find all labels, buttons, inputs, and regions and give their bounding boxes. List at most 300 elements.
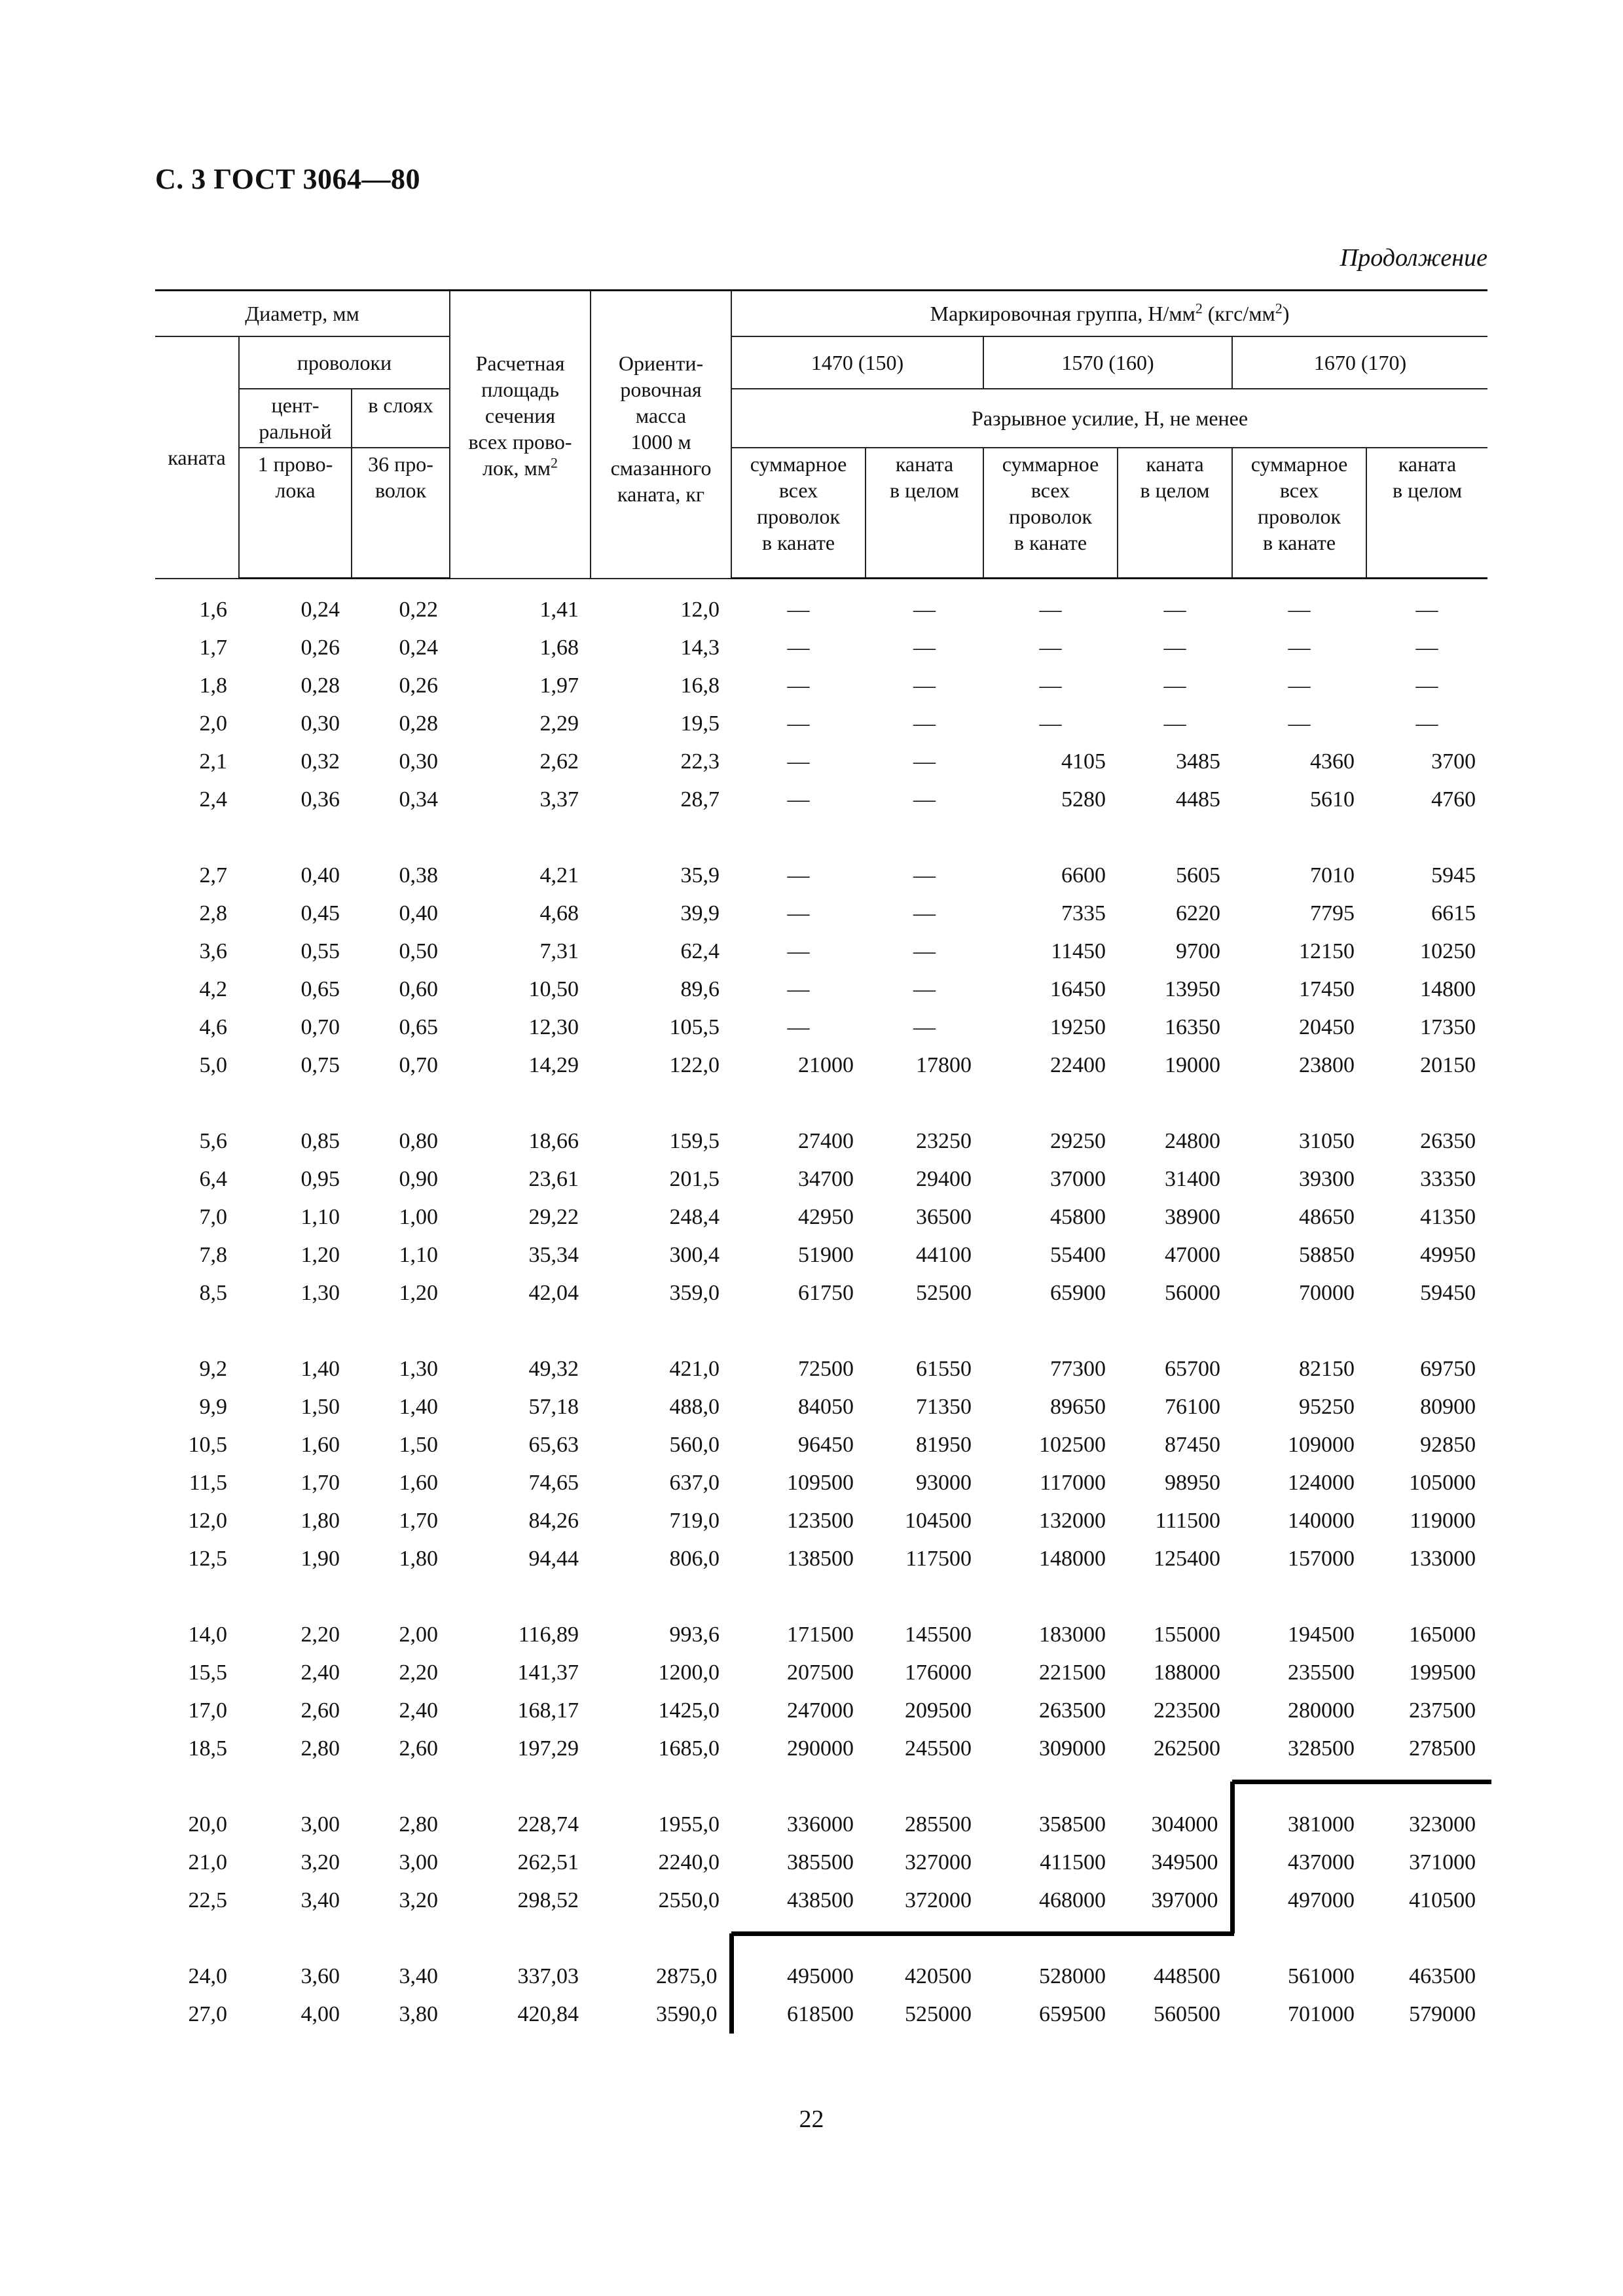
table-cell: —: [1415, 673, 1438, 698]
table-cell: 17,0: [188, 1698, 227, 1723]
table-cell: 145500: [905, 1623, 972, 1647]
table-cell: —: [913, 749, 936, 774]
group-spacer-cell: [155, 1312, 1487, 1350]
header-sum-line3: проволок: [1257, 504, 1341, 528]
table-cell: 44100: [916, 1243, 972, 1267]
table-cell: 1,50: [301, 1395, 340, 1419]
table-cell: 23,61: [528, 1167, 579, 1191]
table-cell: 410500: [1409, 1888, 1476, 1912]
table-cell: —: [913, 977, 936, 1001]
table-cell: 0,50: [399, 939, 439, 963]
table-cell: —: [787, 711, 810, 736]
table-cell: 29400: [916, 1167, 972, 1191]
header-area-line1: Расчетная: [475, 351, 565, 375]
table-cell: 1,90: [301, 1547, 340, 1571]
table-cell: 89650: [1050, 1395, 1106, 1419]
table-cell: 1,30: [301, 1281, 340, 1305]
table-cell: 1,41: [539, 597, 579, 622]
table-cell: 84,26: [528, 1509, 579, 1533]
table-cell: 336000: [787, 1812, 854, 1837]
table-cell: 2875,0: [656, 1964, 718, 1988]
table-cell: 157000: [1288, 1547, 1355, 1571]
header-whole-1570: [1118, 448, 1232, 579]
table-row: [155, 629, 1487, 667]
table-cell: 7,0: [199, 1205, 227, 1229]
table-cell: 385500: [787, 1850, 854, 1874]
table-row: [155, 1047, 1487, 1085]
table-row: [155, 1350, 1487, 1388]
table-cell: 309000: [1039, 1736, 1106, 1761]
table-cell: 262,51: [517, 1850, 579, 1874]
header-sum-line1: суммарное: [1250, 452, 1348, 476]
table-cell: 5280: [1061, 787, 1106, 812]
table-cell: 300,4: [669, 1243, 720, 1267]
table-cell: 12,0: [680, 597, 720, 622]
table-cell: 0,75: [301, 1053, 340, 1077]
table-cell: —: [1039, 636, 1062, 660]
table-cell: —: [787, 939, 810, 963]
table-cell: 133000: [1409, 1547, 1476, 1571]
table-row: [155, 1996, 1487, 2034]
table-cell: 2,4: [199, 787, 227, 812]
table-cell: 15,5: [188, 1660, 227, 1685]
table-cell: 0,24: [301, 598, 340, 622]
table-cell: —: [1415, 711, 1438, 736]
header-group-1570: 1570 (160): [983, 336, 1232, 389]
table-cell: 561000: [1288, 1964, 1355, 1988]
table-cell: —: [913, 673, 936, 698]
table-cell: 1,68: [539, 636, 579, 660]
table-cell: 22,3: [680, 749, 720, 774]
table-cell: 194500: [1288, 1623, 1355, 1647]
table-cell: 23800: [1299, 1053, 1355, 1077]
table-cell: 7010: [1310, 863, 1355, 888]
group-spacer: [155, 819, 1487, 857]
table-row: [155, 667, 1487, 705]
table-cell: 29250: [1050, 1129, 1106, 1153]
table-cell: 35,34: [528, 1243, 579, 1267]
table-cell: 327000: [905, 1850, 972, 1874]
table-cell: 0,65: [301, 977, 340, 1001]
table-cell: 0,70: [399, 1053, 439, 1077]
table-cell: 2,7: [199, 863, 227, 888]
table-cell: 1,20: [301, 1243, 340, 1267]
header-sum-line1: суммарное: [750, 452, 847, 476]
limit-line-lower: [731, 1931, 1234, 1936]
table-cell: —: [1288, 598, 1311, 622]
header-mass-line3: масса: [635, 404, 687, 427]
table-cell: 89,6: [680, 977, 720, 1001]
table-cell: —: [1163, 711, 1186, 736]
table-cell: 3,20: [301, 1850, 340, 1874]
table-cell: 1,6: [199, 597, 227, 622]
table-cell: 77300: [1050, 1357, 1106, 1381]
table-cell: 3,00: [301, 1812, 340, 1837]
table-cell: 4105: [1061, 749, 1106, 774]
header-sum-line3: проволок: [1008, 504, 1093, 528]
table-cell: 33350: [1420, 1167, 1476, 1191]
table-cell: 4,00: [301, 2002, 340, 2026]
table-cell: 22400: [1050, 1053, 1106, 1077]
table-cell: 124000: [1288, 1471, 1355, 1495]
group-spacer: [155, 1920, 1487, 1958]
table-cell: —: [913, 598, 936, 622]
table-cell: 7795: [1310, 901, 1355, 925]
table-row: [155, 1122, 1487, 1160]
table-cell: 2,20: [301, 1623, 340, 1647]
table-cell: —: [1039, 598, 1062, 622]
table-cell: 9,9: [199, 1395, 227, 1419]
table-cell: 3,60: [301, 1964, 340, 1988]
table-cell: 10250: [1420, 939, 1476, 963]
limit-line-upper-left: [1230, 1782, 1235, 1806]
header-marking-group-c: ): [1282, 301, 1290, 325]
table-cell: 69750: [1420, 1357, 1476, 1381]
table-cell: 0,30: [301, 711, 340, 736]
table-cell: 138500: [787, 1547, 854, 1571]
table-cell: —: [1288, 673, 1311, 698]
table-cell: 2,00: [399, 1623, 439, 1647]
table-cell: 61750: [798, 1281, 854, 1305]
group-spacer-cell: [155, 819, 1487, 857]
table-cell: 117000: [1040, 1471, 1106, 1495]
header-whole-line2: в целом: [1140, 478, 1210, 502]
rope-spec-table-wrap: [155, 289, 1487, 2034]
table-cell: 148000: [1039, 1547, 1106, 1571]
table-cell: 468000: [1039, 1888, 1106, 1912]
table-cell: 1,8: [199, 673, 227, 698]
table-cell: 102500: [1039, 1433, 1106, 1457]
page-number: 22: [799, 2106, 824, 2133]
table-cell: 3,40: [399, 1964, 439, 1988]
table-row: [155, 1616, 1487, 1654]
table-cell: 719,0: [669, 1509, 720, 1533]
table-cell: 349500: [1151, 1850, 1218, 1874]
table-cell: 55400: [1050, 1243, 1106, 1267]
header-whole-1670: [1366, 448, 1487, 579]
table-cell: —: [787, 598, 810, 622]
table-cell: 560500: [1154, 2002, 1221, 2026]
header-area-line2: площадь: [481, 378, 559, 401]
table-cell: 3,00: [399, 1850, 439, 1874]
limit-line-upper: [1232, 1780, 1491, 1784]
header-36-line1: 36 про-: [368, 452, 433, 476]
table-row: [155, 1160, 1487, 1198]
header-sum-line4: в канате: [1262, 530, 1336, 554]
table-cell: 3485: [1176, 749, 1221, 774]
table-row: [155, 1274, 1487, 1312]
table-cell: 23250: [916, 1129, 972, 1153]
table-cell: 2,8: [199, 901, 227, 925]
table-cell: 2,62: [539, 749, 579, 774]
table-cell: 14800: [1420, 977, 1476, 1001]
group-spacer-cell: [155, 1578, 1487, 1616]
table-cell: 0,28: [399, 711, 439, 736]
table-cell: 235500: [1288, 1660, 1355, 1685]
table-cell: 7,31: [539, 939, 579, 963]
table-cell: 2,40: [301, 1660, 340, 1685]
table-cell: 0,38: [399, 863, 439, 888]
table-cell: 1,60: [399, 1471, 439, 1495]
table-cell: 9,2: [199, 1357, 227, 1381]
table-row: [155, 1882, 1487, 1920]
table-cell: 35,9: [680, 863, 720, 888]
table-cell: 94,44: [528, 1547, 579, 1571]
table-cell: 2,60: [301, 1698, 340, 1723]
table-cell: —: [1415, 598, 1438, 622]
table-row: [155, 1502, 1487, 1540]
table-row: [155, 705, 1487, 743]
table-cell: 27400: [798, 1129, 854, 1153]
table-cell: 618500: [731, 1996, 866, 2034]
table-cell: 0,70: [301, 1015, 340, 1039]
header-whole-line1: каната: [1398, 452, 1457, 476]
table-cell: 14,29: [528, 1053, 579, 1077]
table-cell: 21,0: [188, 1850, 227, 1874]
table-body: [155, 579, 1487, 2034]
table-cell: 31400: [1165, 1167, 1221, 1191]
table-cell: 560,0: [669, 1433, 720, 1457]
table-cell: 0,36: [301, 787, 340, 812]
table-cell: 16450: [1050, 977, 1106, 1001]
table-cell: 82150: [1299, 1357, 1355, 1381]
table-cell: 197,29: [517, 1736, 579, 1761]
table-row: [155, 895, 1487, 933]
table-cell: 14,0: [188, 1623, 227, 1647]
table-row: [155, 1464, 1487, 1502]
table-cell: 201,5: [669, 1167, 720, 1191]
table-cell: 20150: [1420, 1053, 1476, 1077]
table-cell: 6615: [1431, 901, 1476, 925]
table-cell: 2,20: [399, 1660, 439, 1685]
table-cell: —: [1039, 711, 1062, 736]
table-cell: 17350: [1420, 1015, 1476, 1039]
header-sum-line1: суммарное: [1002, 452, 1099, 476]
header-central-line1: цент-: [271, 393, 319, 417]
table-cell: 49950: [1420, 1243, 1476, 1267]
table-cell: 1200,0: [658, 1660, 720, 1685]
table-cell: —: [1039, 673, 1062, 698]
table-cell: 58850: [1299, 1243, 1355, 1267]
header-sum-line2: всех: [1030, 478, 1070, 502]
table-cell: 525000: [905, 2002, 972, 2026]
table-cell: 65700: [1165, 1357, 1221, 1381]
table-cell: 155000: [1154, 1623, 1221, 1647]
table-cell: —: [1288, 636, 1311, 660]
table-cell: 0,22: [399, 598, 439, 622]
table-cell: 495000: [731, 1958, 866, 1996]
table-cell: 5610: [1310, 787, 1355, 812]
table-cell: 1,40: [399, 1395, 439, 1419]
table-cell: —: [787, 1015, 810, 1039]
table-cell: 14,3: [680, 636, 720, 660]
table-cell: 3,80: [399, 2002, 439, 2026]
header-area-line4: всех прово-: [468, 430, 572, 454]
table-cell: 12,5: [188, 1547, 227, 1571]
table-cell: 24,0: [188, 1964, 227, 1988]
header-sum-line3: проволок: [756, 504, 841, 528]
table-cell: 24800: [1165, 1129, 1221, 1153]
table-cell: 36500: [916, 1205, 972, 1229]
group-spacer: [155, 1085, 1487, 1122]
header-approx-mass: [591, 291, 731, 579]
table-cell: 1,10: [301, 1205, 340, 1229]
table-row: [155, 1654, 1487, 1692]
table-cell: 2,80: [301, 1736, 340, 1761]
table-cell: —: [913, 939, 936, 963]
table-cell: 4760: [1431, 787, 1476, 812]
table-cell: 298,52: [517, 1888, 579, 1912]
table-cell: 0,45: [301, 901, 340, 925]
table-cell: 27,0: [188, 2002, 227, 2026]
table-cell: 41350: [1420, 1205, 1476, 1229]
table-cell: 62,4: [680, 939, 720, 963]
table-cell: 2,60: [399, 1736, 439, 1761]
table-row: [155, 1806, 1487, 1844]
header-one-wire: [239, 448, 352, 579]
table-cell: 10,50: [528, 977, 579, 1001]
table-cell: 0,32: [301, 749, 340, 774]
header-one-wire-line1: 1 прово-: [257, 452, 333, 476]
table-cell: 4360: [1310, 749, 1355, 774]
table-cell: 1,80: [301, 1509, 340, 1533]
table-cell: 81950: [916, 1433, 972, 1457]
table-cell: 0,34: [399, 787, 439, 812]
table-cell: 76100: [1165, 1395, 1221, 1419]
table-cell: 4485: [1176, 787, 1221, 812]
header-sum-line4: в канате: [1013, 530, 1087, 554]
header-sum-1570: [983, 448, 1118, 579]
table-cell: 12,30: [528, 1015, 579, 1039]
table-cell: 397000: [1151, 1888, 1218, 1912]
table-cell: 57,18: [528, 1395, 579, 1419]
table-cell: 188000: [1154, 1660, 1221, 1685]
table-cell: 119000: [1410, 1509, 1476, 1533]
table-cell: 19,5: [680, 711, 720, 736]
table-row: [155, 1198, 1487, 1236]
table-cell: 123500: [787, 1509, 854, 1533]
header-sum-line2: всех: [778, 478, 818, 502]
table-cell: 701000: [1288, 2002, 1355, 2026]
table-cell: 61550: [916, 1357, 972, 1381]
table-cell: 98950: [1165, 1471, 1221, 1495]
table-cell: 263500: [1039, 1698, 1106, 1723]
table-cell: 2,29: [539, 711, 579, 736]
table-cell: —: [787, 863, 810, 888]
table-cell: 290000: [787, 1736, 854, 1761]
table-cell: 0,40: [399, 901, 439, 925]
table-cell: —: [787, 749, 810, 774]
table-row: [155, 1958, 1487, 1996]
group-spacer-cell: [155, 1768, 1487, 1806]
table-cell: 0,40: [301, 863, 340, 888]
table-cell: 381000: [1232, 1806, 1366, 1844]
table-cell: 228,74: [517, 1812, 579, 1837]
table-cell: 20,0: [188, 1812, 227, 1837]
table-cell: 1,7: [199, 636, 227, 660]
table-cell: —: [787, 673, 810, 698]
table-cell: 92850: [1420, 1433, 1476, 1457]
table-cell: 421,0: [669, 1357, 720, 1381]
group-spacer: [155, 1312, 1487, 1350]
table-cell: 18,5: [188, 1736, 227, 1761]
table-cell: —: [913, 787, 936, 812]
table-cell: 5945: [1431, 863, 1476, 888]
table-cell: 74,65: [528, 1471, 579, 1495]
table-cell: 37000: [1050, 1167, 1106, 1191]
table-cell: 11450: [1051, 939, 1106, 963]
page-header: С. 3 ГОСТ 3064—80: [155, 163, 421, 195]
table-cell: 51900: [798, 1243, 854, 1267]
table-cell: 21000: [798, 1053, 854, 1077]
table-row: [155, 1426, 1487, 1464]
table-cell: 1955,0: [658, 1812, 720, 1837]
table-cell: 4,21: [539, 863, 579, 888]
table-cell: 3700: [1431, 749, 1476, 774]
table-cell: 0,95: [301, 1167, 340, 1191]
header-sum-line2: всех: [1279, 478, 1319, 502]
table-cell: 0,26: [399, 673, 439, 698]
table-cell: 17450: [1299, 977, 1355, 1001]
table-cell: 96450: [798, 1433, 854, 1457]
table-cell: 1,70: [301, 1471, 340, 1495]
table-cell: —: [787, 901, 810, 925]
table-cell: 104500: [905, 1509, 972, 1533]
table-cell: 18,66: [528, 1129, 579, 1153]
header-one-wire-line2: лока: [275, 478, 316, 502]
table-cell: 223500: [1154, 1698, 1221, 1723]
table-cell: 52500: [916, 1281, 972, 1305]
table-row: [155, 1730, 1487, 1768]
table-cell: 1,10: [399, 1243, 439, 1267]
table-row: [155, 1009, 1487, 1047]
table-row: [155, 1844, 1487, 1882]
table-cell: 221500: [1039, 1660, 1106, 1685]
table-cell: 1,40: [301, 1357, 340, 1381]
table-cell: —: [913, 711, 936, 736]
table-cell: —: [913, 636, 936, 660]
table-cell: 39300: [1299, 1167, 1355, 1191]
table-cell: 659500: [1039, 2002, 1106, 2026]
table-cell: 359,0: [669, 1281, 720, 1305]
table-cell: 1,97: [539, 673, 579, 698]
table-cell: 0,24: [399, 636, 439, 660]
table-row: [155, 1388, 1487, 1426]
table-cell: 109000: [1288, 1433, 1355, 1457]
header-sum-line4: в канате: [761, 530, 835, 554]
table-cell: 579000: [1409, 2002, 1476, 2026]
table-row: [155, 743, 1487, 781]
table-cell: 5,6: [199, 1129, 227, 1153]
table-cell: 463500: [1409, 1964, 1476, 1988]
header-mass-line5: смазанного: [610, 456, 712, 480]
header-marking-group: [731, 291, 1487, 336]
table-cell: 3,37: [539, 787, 579, 812]
table-cell: —: [913, 863, 936, 888]
table-cell: 42,04: [528, 1281, 579, 1305]
table-cell: 358500: [1039, 1812, 1106, 1837]
table-cell: 19250: [1050, 1015, 1106, 1039]
table-row: [155, 1692, 1487, 1730]
table-cell: 122,0: [669, 1053, 720, 1077]
table-cell: 637,0: [669, 1471, 720, 1495]
table-cell: 42950: [798, 1205, 854, 1229]
table-cell: 437000: [1232, 1844, 1366, 1882]
table-cell: 1425,0: [658, 1698, 720, 1723]
table-cell: 0,55: [301, 939, 340, 963]
table-cell: —: [1288, 711, 1311, 736]
table-cell: 488,0: [669, 1395, 720, 1419]
